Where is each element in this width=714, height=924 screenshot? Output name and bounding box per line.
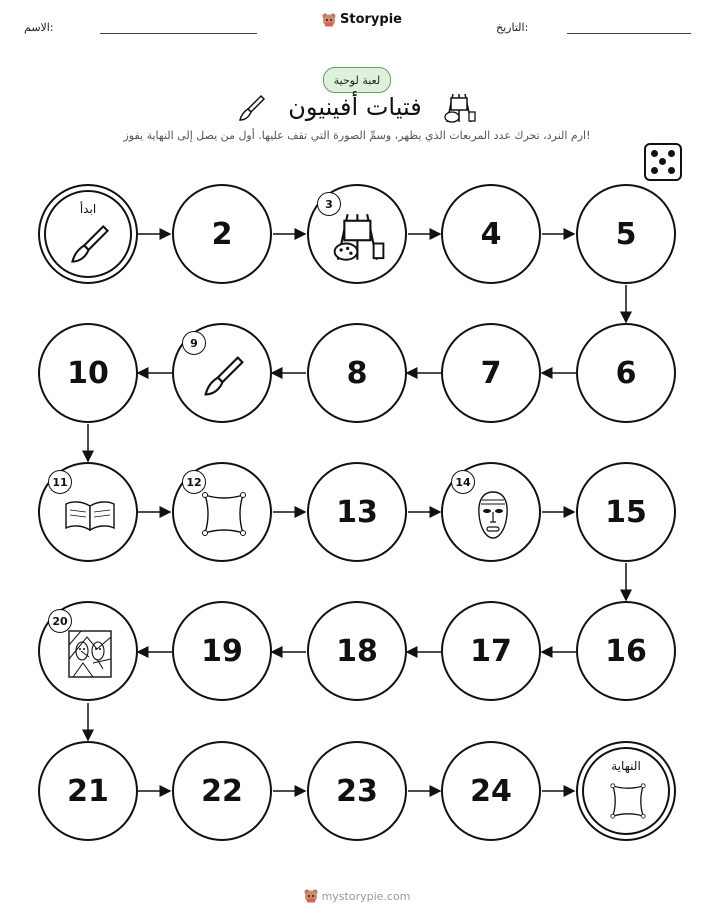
open-book-icon: [64, 498, 116, 534]
date-label: التاريخ:: [496, 21, 529, 34]
finish-space: [576, 741, 676, 841]
instructions: ارم النرد، تحرك عدد المربعات الذي يظهر، وسمِّ الصورة التي تقف عليها. أول من يصل إلى النهاية يفوز!: [123, 129, 591, 142]
board-space-10: 10: [38, 323, 138, 423]
board-space-17: 17: [441, 601, 541, 701]
board-space-24: 24: [441, 741, 541, 841]
start-label: ابدأ: [79, 202, 97, 216]
board-space-18: 18: [307, 601, 407, 701]
board-space-19: 19: [172, 601, 272, 701]
canvas-frame-icon: [199, 489, 249, 539]
title-text: فتيات أفينيون: [288, 93, 422, 121]
board-space-23: 23: [307, 741, 407, 841]
board-space-7: 7: [441, 323, 541, 423]
brand-name: Storypie: [340, 12, 402, 27]
finish-label: النهاية: [611, 759, 641, 773]
bear-logo-icon: [304, 889, 318, 903]
easel-palette-icon: [331, 211, 387, 263]
footer: [0, 889, 714, 903]
board-space-8: 8: [307, 323, 407, 423]
board-space-12: 12: [172, 462, 272, 562]
game-type-badge: لعبة لوحية: [323, 67, 391, 93]
tribal-mask-icon: [476, 490, 510, 540]
paintbrush-icon: [201, 353, 247, 399]
board-space-6: 6: [576, 323, 676, 423]
start-space: [38, 184, 138, 284]
board-space-3: 3: [307, 184, 407, 284]
board-space-2: 2: [172, 184, 272, 284]
board-space-13: 13: [307, 462, 407, 562]
paintbrush-icon: [68, 222, 112, 266]
board-space-11: 11: [38, 462, 138, 562]
name-label: الاسم:: [24, 21, 54, 34]
cubist-faces-icon: [67, 629, 113, 679]
canvas-frame-icon: [608, 781, 648, 821]
footer-url[interactable]: mystorypie.com: [321, 889, 411, 903]
board-space-22: 22: [172, 741, 272, 841]
board-space-15: 15: [576, 462, 676, 562]
board-space-5: 5: [576, 184, 676, 284]
board-space-21: 21: [38, 741, 138, 841]
board-space-14: 14: [441, 462, 541, 562]
board-space-20: 20: [38, 601, 138, 701]
board-space-9: 9: [172, 323, 272, 423]
board-space-4: 4: [441, 184, 541, 284]
board-space-16: 16: [576, 601, 676, 701]
